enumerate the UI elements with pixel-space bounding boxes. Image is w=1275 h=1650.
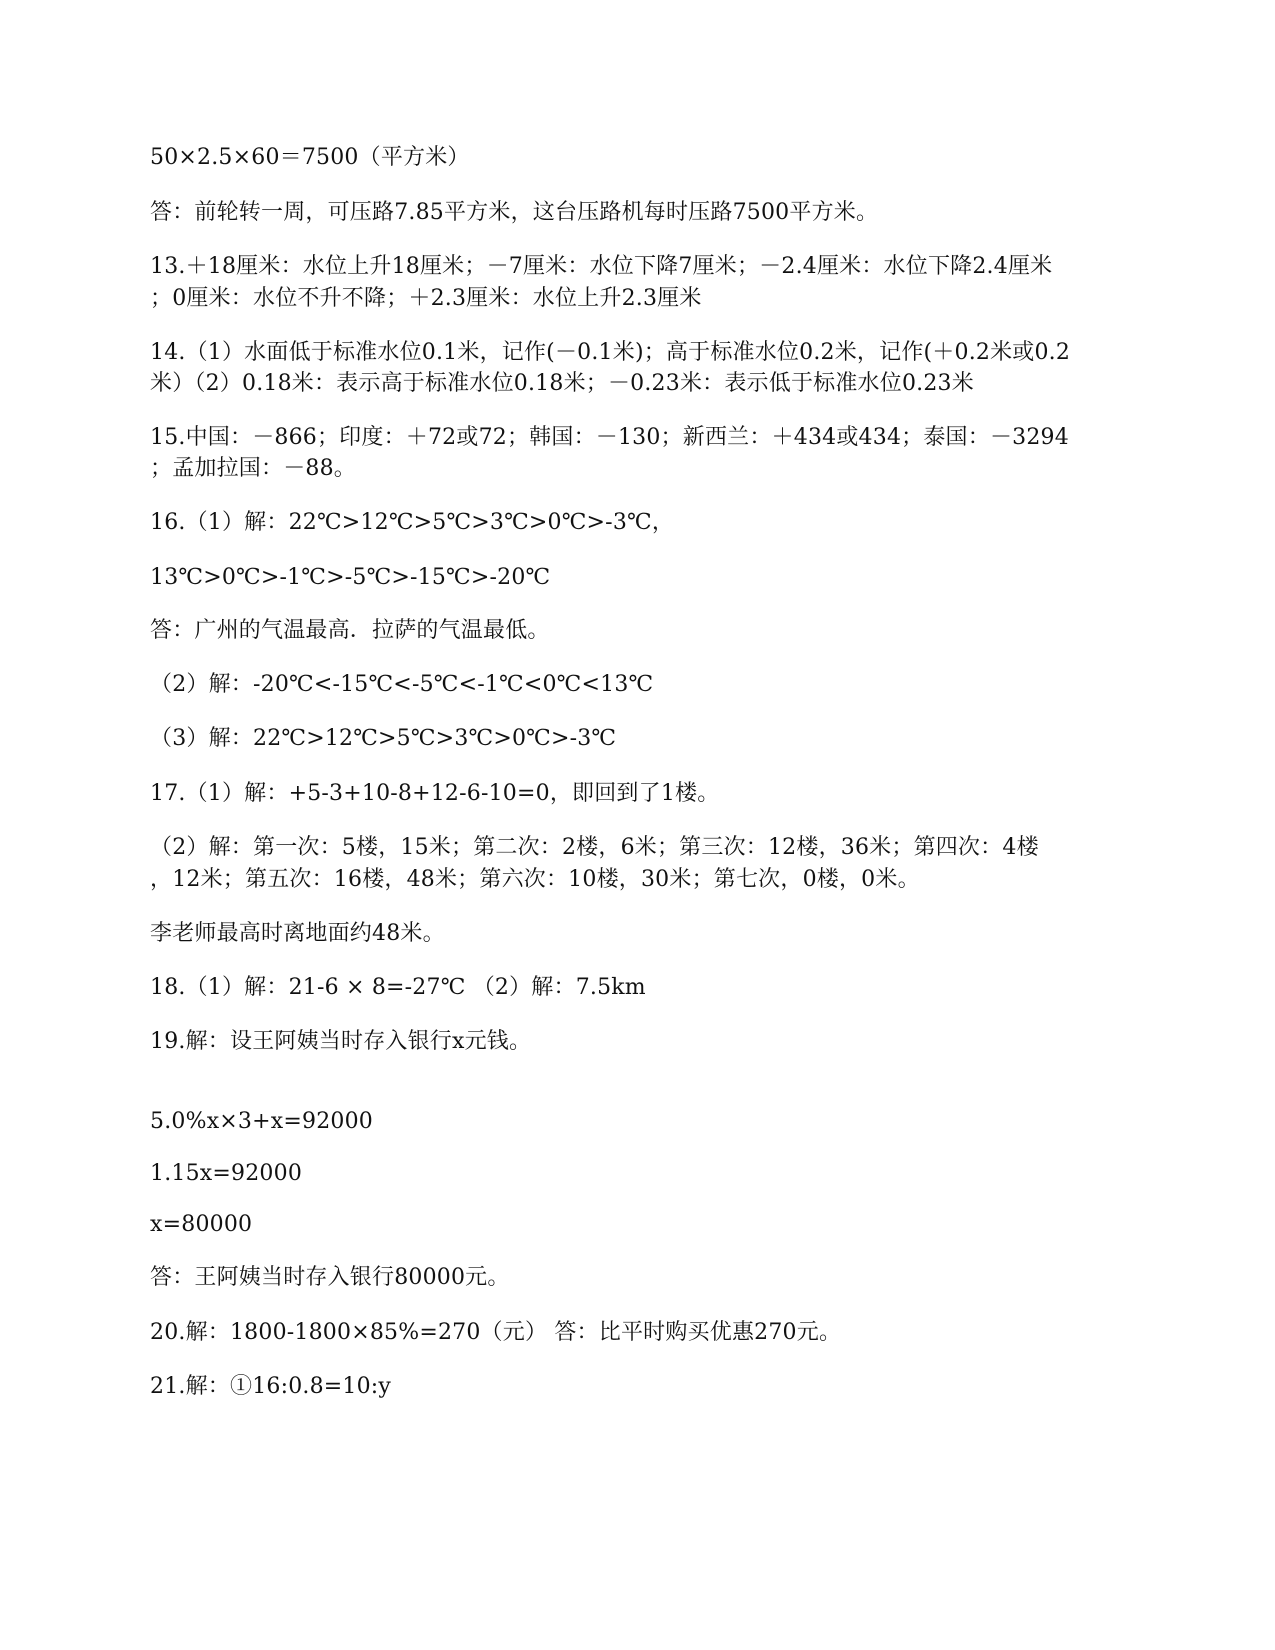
text-line: 米）（2）0.18米：表示高于标准水位0.18米；－0.23米：表示低于标准水位0.23米 xyxy=(150,371,974,396)
text-line: 21.解：①16:0.8=10:y xyxy=(150,1374,392,1399)
text-line: 13℃>0℃>-1℃>-5℃>-15℃>-20℃ xyxy=(150,565,551,590)
text-line: ，12米；第五次：16楼，48米；第六次：10楼，30米；第七次，0楼，0米。 xyxy=(150,867,920,892)
text-line: 50×2.5×60＝7500（平方米） xyxy=(150,145,470,170)
text-line: x=80000 xyxy=(150,1212,253,1237)
text-line: 1.15x=92000 xyxy=(150,1161,303,1186)
text-line: ；孟加拉国：－88。 xyxy=(150,456,356,481)
text-line: 17.（1）解：+5-3+10-8+12-6-10=0，即回到了1楼。 xyxy=(150,781,720,806)
text-line: 19.解：设王阿姨当时存入银行x元钱。 xyxy=(150,1029,532,1054)
text-line: 14.（1）水面低于标准水位0.1米，记作(－0.1米)；高于标准水位0.2米，记作(＋0.2米或0.2 xyxy=(150,340,1071,365)
text-line: 答：广州的气温最高．拉萨的气温最低。 xyxy=(150,618,550,643)
text-line: 答：王阿姨当时存入银行80000元。 xyxy=(150,1265,510,1290)
text-line: 5.0%x×3+x=92000 xyxy=(150,1109,373,1134)
text-line: 15.中国：－866；印度：＋72或72；韩国：－130；新西兰：＋434或434；泰国：－3294 xyxy=(150,425,1069,450)
text-line: 答：前轮转一周，可压路7.85平方米，这台压路机每时压路7500平方米。 xyxy=(150,200,879,225)
text-line: （2）解：第一次：5楼，15米；第二次：2楼，6米；第三次：12楼，36米；第四次：4楼 xyxy=(150,835,1039,860)
text-line: 18.（1）解：21-6 × 8=-27℃ （2）解：7.5km xyxy=(150,975,646,1000)
text-line: 李老师最高时离地面约48米。 xyxy=(150,921,445,946)
text-line: 13.＋18厘米：水位上升18厘米；－7厘米：水位下降7厘米；－2.4厘米：水位下降2.4厘米 xyxy=(150,254,1053,279)
text-line: 20.解：1800-1800×85%=270（元） 答：比平时购买优惠270元。 xyxy=(150,1320,842,1345)
text-line: 16.（1）解：22℃>12℃>5℃>3℃>0℃>-3℃， xyxy=(150,510,675,535)
text-line: （3）解：22℃>12℃>5℃>3℃>0℃>-3℃ xyxy=(150,726,617,751)
text-line: （2）解：-20℃<-15℃<-5℃<-1℃<0℃<13℃ xyxy=(150,672,654,697)
text-line: ；0厘米：水位不升不降；＋2.3厘米：水位上升2.3厘米 xyxy=(150,286,702,311)
